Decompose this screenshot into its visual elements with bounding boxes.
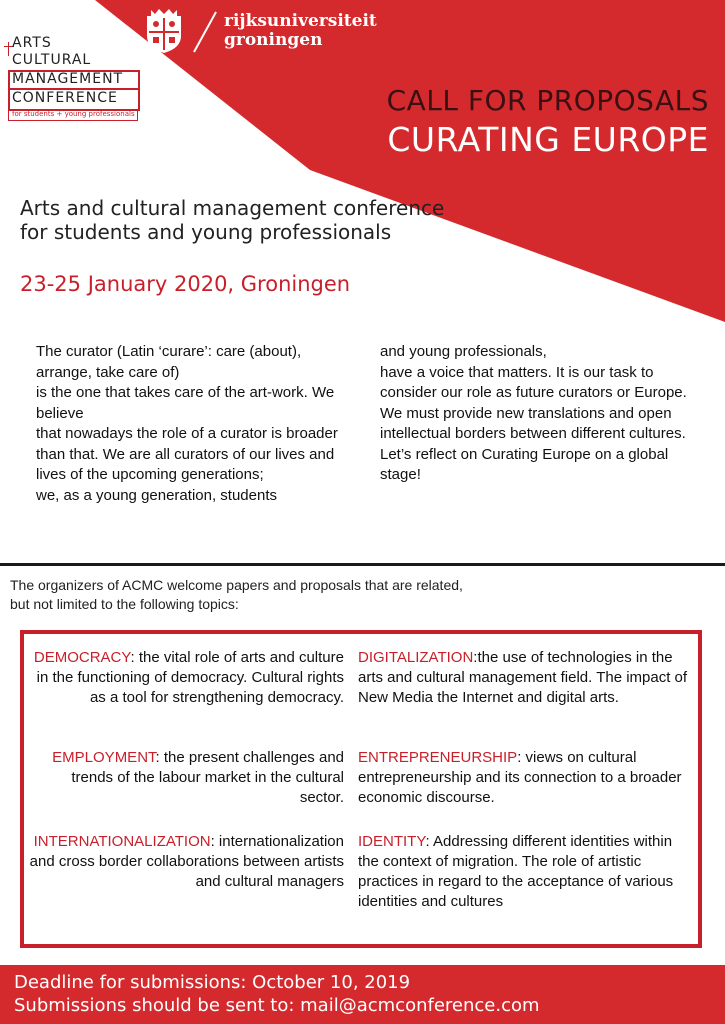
topics-intro — [10, 576, 590, 614]
body-right-p2: have a voice that matters. It is our task to consider our role as future curators or Europe. We must provide new translations and open intellectual borders between different cultures. — [380, 363, 687, 442]
logo-tagline: for students + young professionals — [12, 110, 135, 118]
logo-line-conference: CONFERENCE — [12, 90, 118, 106]
university-crest-icon — [141, 6, 187, 54]
topic-democracy-text: : the vital role of arts and culture in the functioning of democracy. Cultural rights as a tool for strengthening democracy. — [36, 649, 344, 706]
university-name — [224, 12, 377, 50]
topic-employment-keyword: EMPLOYMENT — [52, 749, 156, 766]
topic-identity — [358, 832, 693, 912]
topic-digitalization-keyword: DIGITALIZATION — [358, 649, 474, 666]
topic-entrepreneurship-keyword: ENTREPRENEURSHIP — [358, 749, 518, 766]
submission-email-text: Submissions should be sent to: mail@acmconference.com — [14, 995, 540, 1016]
logo-cross-v — [8, 42, 9, 56]
topic-employment — [24, 748, 344, 808]
logo-slash-divider — [190, 10, 220, 54]
body-column-right — [380, 342, 700, 486]
body-left-p1: The curator (Latin ‘curare’: care (about), arrange, take care of) — [36, 343, 302, 381]
topic-identity-keyword: IDENTITY — [358, 833, 426, 850]
university-name-line2: groningen — [224, 30, 323, 50]
topics-box — [20, 630, 702, 948]
topic-employment-text: : the present challenges and trends of the labour market in the cultural sector. — [71, 749, 344, 806]
topic-identity-text: : Addressing different identities within the context of migration. The role of artistic practices in regard to the acceptance of various identities and cultures — [358, 833, 674, 910]
body-left-p2: is the one that takes care of the art-work. We believe — [36, 384, 335, 422]
event-subtitle: Arts and cultural management conference for students and young professionals — [20, 196, 445, 244]
topic-democracy-keyword: DEMOCRACY — [33, 649, 131, 666]
topics-intro-line1: The organizers of ACMC welcome papers and proposals that are related, — [10, 577, 463, 593]
topic-digitalization-text: :the use of technologies in the arts and cultural management field. The impact of New Media the Internet and digital arts. — [358, 649, 688, 706]
call-for-proposals-heading: CALL FOR PROPOSALS — [386, 84, 709, 117]
topic-digitalization — [358, 648, 693, 708]
topic-internationalization-text: : internationalization and cross border collaborations between artists and cultural managers — [29, 833, 344, 890]
body-column-left — [36, 342, 356, 506]
topic-democracy — [24, 648, 344, 708]
body-right-p3: Let’s reflect on Curating Europe on a global stage! — [380, 445, 669, 483]
logo-line-arts: ARTS — [12, 35, 52, 51]
topics-intro-line2: but not limited to the following topics: — [10, 596, 239, 612]
footer-bar — [0, 965, 725, 1024]
body-left-p3: that nowadays the role of a curator is broader than that. We are all curators of our lives and lives of the upcoming generations; — [36, 425, 338, 483]
deadline-text: Deadline for submissions: October 10, 2019 — [14, 972, 411, 993]
topic-internationalization-keyword: INTERNATIONALIZATION — [33, 833, 211, 850]
section-divider — [0, 563, 725, 566]
logo-line-management: MANAGEMENT — [12, 71, 124, 87]
topic-entrepreneurship-text: : views on cultural entrepreneurship and its connection to a broader economic discourse. — [358, 749, 682, 806]
topic-entrepreneurship — [358, 748, 693, 808]
body-left-p4: we, as a young generation, students — [36, 486, 277, 504]
topic-internationalization — [24, 832, 344, 892]
event-dates: 23-25 January 2020, Groningen — [20, 272, 351, 296]
acmc-logo — [8, 36, 143, 126]
university-name-line1: rijksuniversiteit — [224, 11, 377, 31]
body-right-p1: and young professionals, — [380, 343, 547, 360]
page-title: CURATING EUROPE — [387, 120, 709, 159]
logo-line-cultural: CULTURAL — [12, 52, 92, 68]
